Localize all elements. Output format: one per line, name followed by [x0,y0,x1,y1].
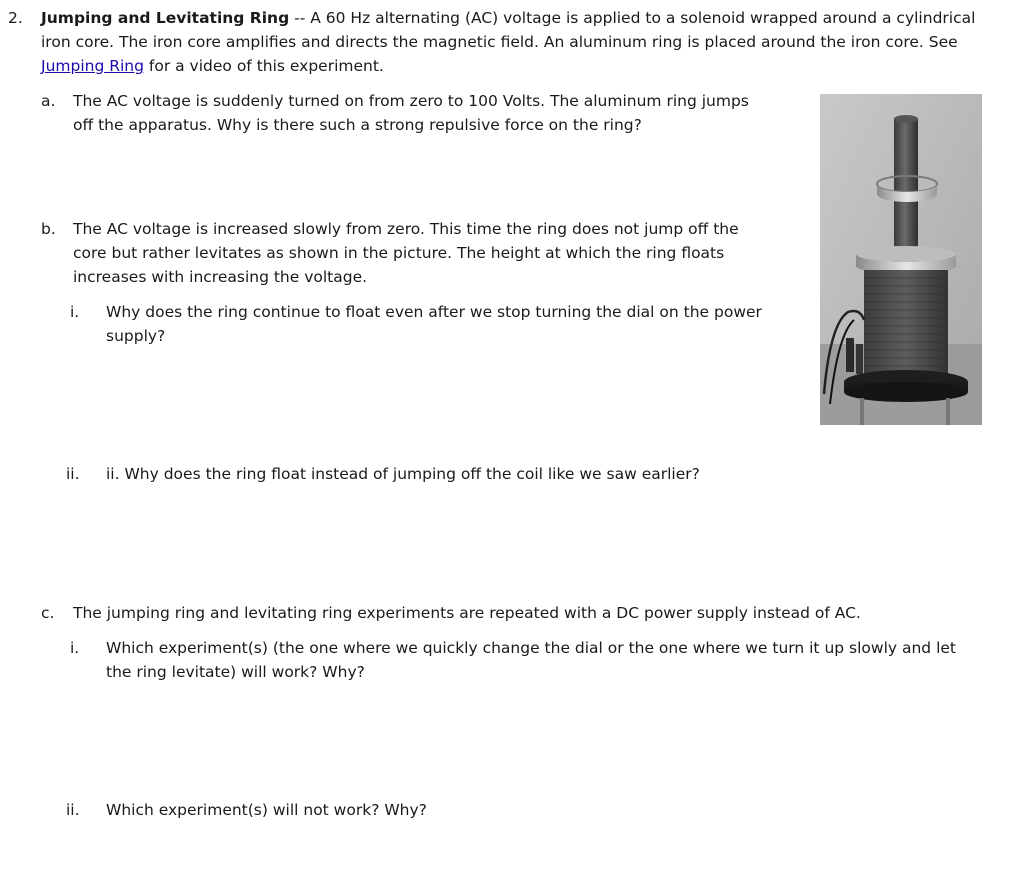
see-prefix: See [928,33,958,51]
question-intro [41,6,981,78]
jumping-ring-link[interactable]: Jumping Ring [41,57,144,75]
part-a-label: a. [41,92,56,110]
question-title: Jumping and Levitating Ring [41,9,290,27]
title-separator: -- [289,9,311,27]
question-number: 2. [8,9,23,27]
part-c-ii-text: Which experiment(s) will not work? Why? [106,801,427,819]
part-b-i-label: i. [70,303,80,321]
part-b-text: The AC voltage is increased slowly from zero. This time the ring does not jump off the core but rather levitates as shown in the picture. The height at which the ring floats increases with increasing the voltage. [73,220,739,286]
part-b-label: b. [41,220,56,238]
see-suffix: for a video of this experiment. [143,57,384,75]
part-b-i-text: Why does the ring continue to float even after we stop turning the dial on the power supply? [106,303,762,345]
part-c-label: c. [41,604,55,622]
part-a-text: The AC voltage is suddenly turned on from zero to 100 Volts. The aluminum ring jumps off the apparatus. Why is there such a strong repulsive force on the ring? [73,92,749,134]
question-intro-text: A 60 Hz alternating (AC) voltage is applied to a solenoid wrapped around a cylindrical iron core. The iron core amplifies and directs the magnetic field. An aluminum ring is placed around the iron core. [41,9,976,51]
part-c-ii-label: ii. [66,801,80,819]
levitating-ring-apparatus-image [820,94,982,425]
apparatus-photo [820,94,982,425]
part-c-text: The jumping ring and levitating ring experiments are repeated with a DC power supply instead of AC. [73,604,861,622]
part-b-ii-text: ii. Why does the ring float instead of jumping off the coil like we saw earlier? [106,465,700,483]
part-c-i-label: i. [70,639,80,657]
part-b-ii-label: ii. [66,465,80,483]
part-c-i-text: Which experiment(s) (the one where we quickly change the dial or the one where we turn it up slowly and let the ring levitate) will work? Why? [106,639,956,681]
